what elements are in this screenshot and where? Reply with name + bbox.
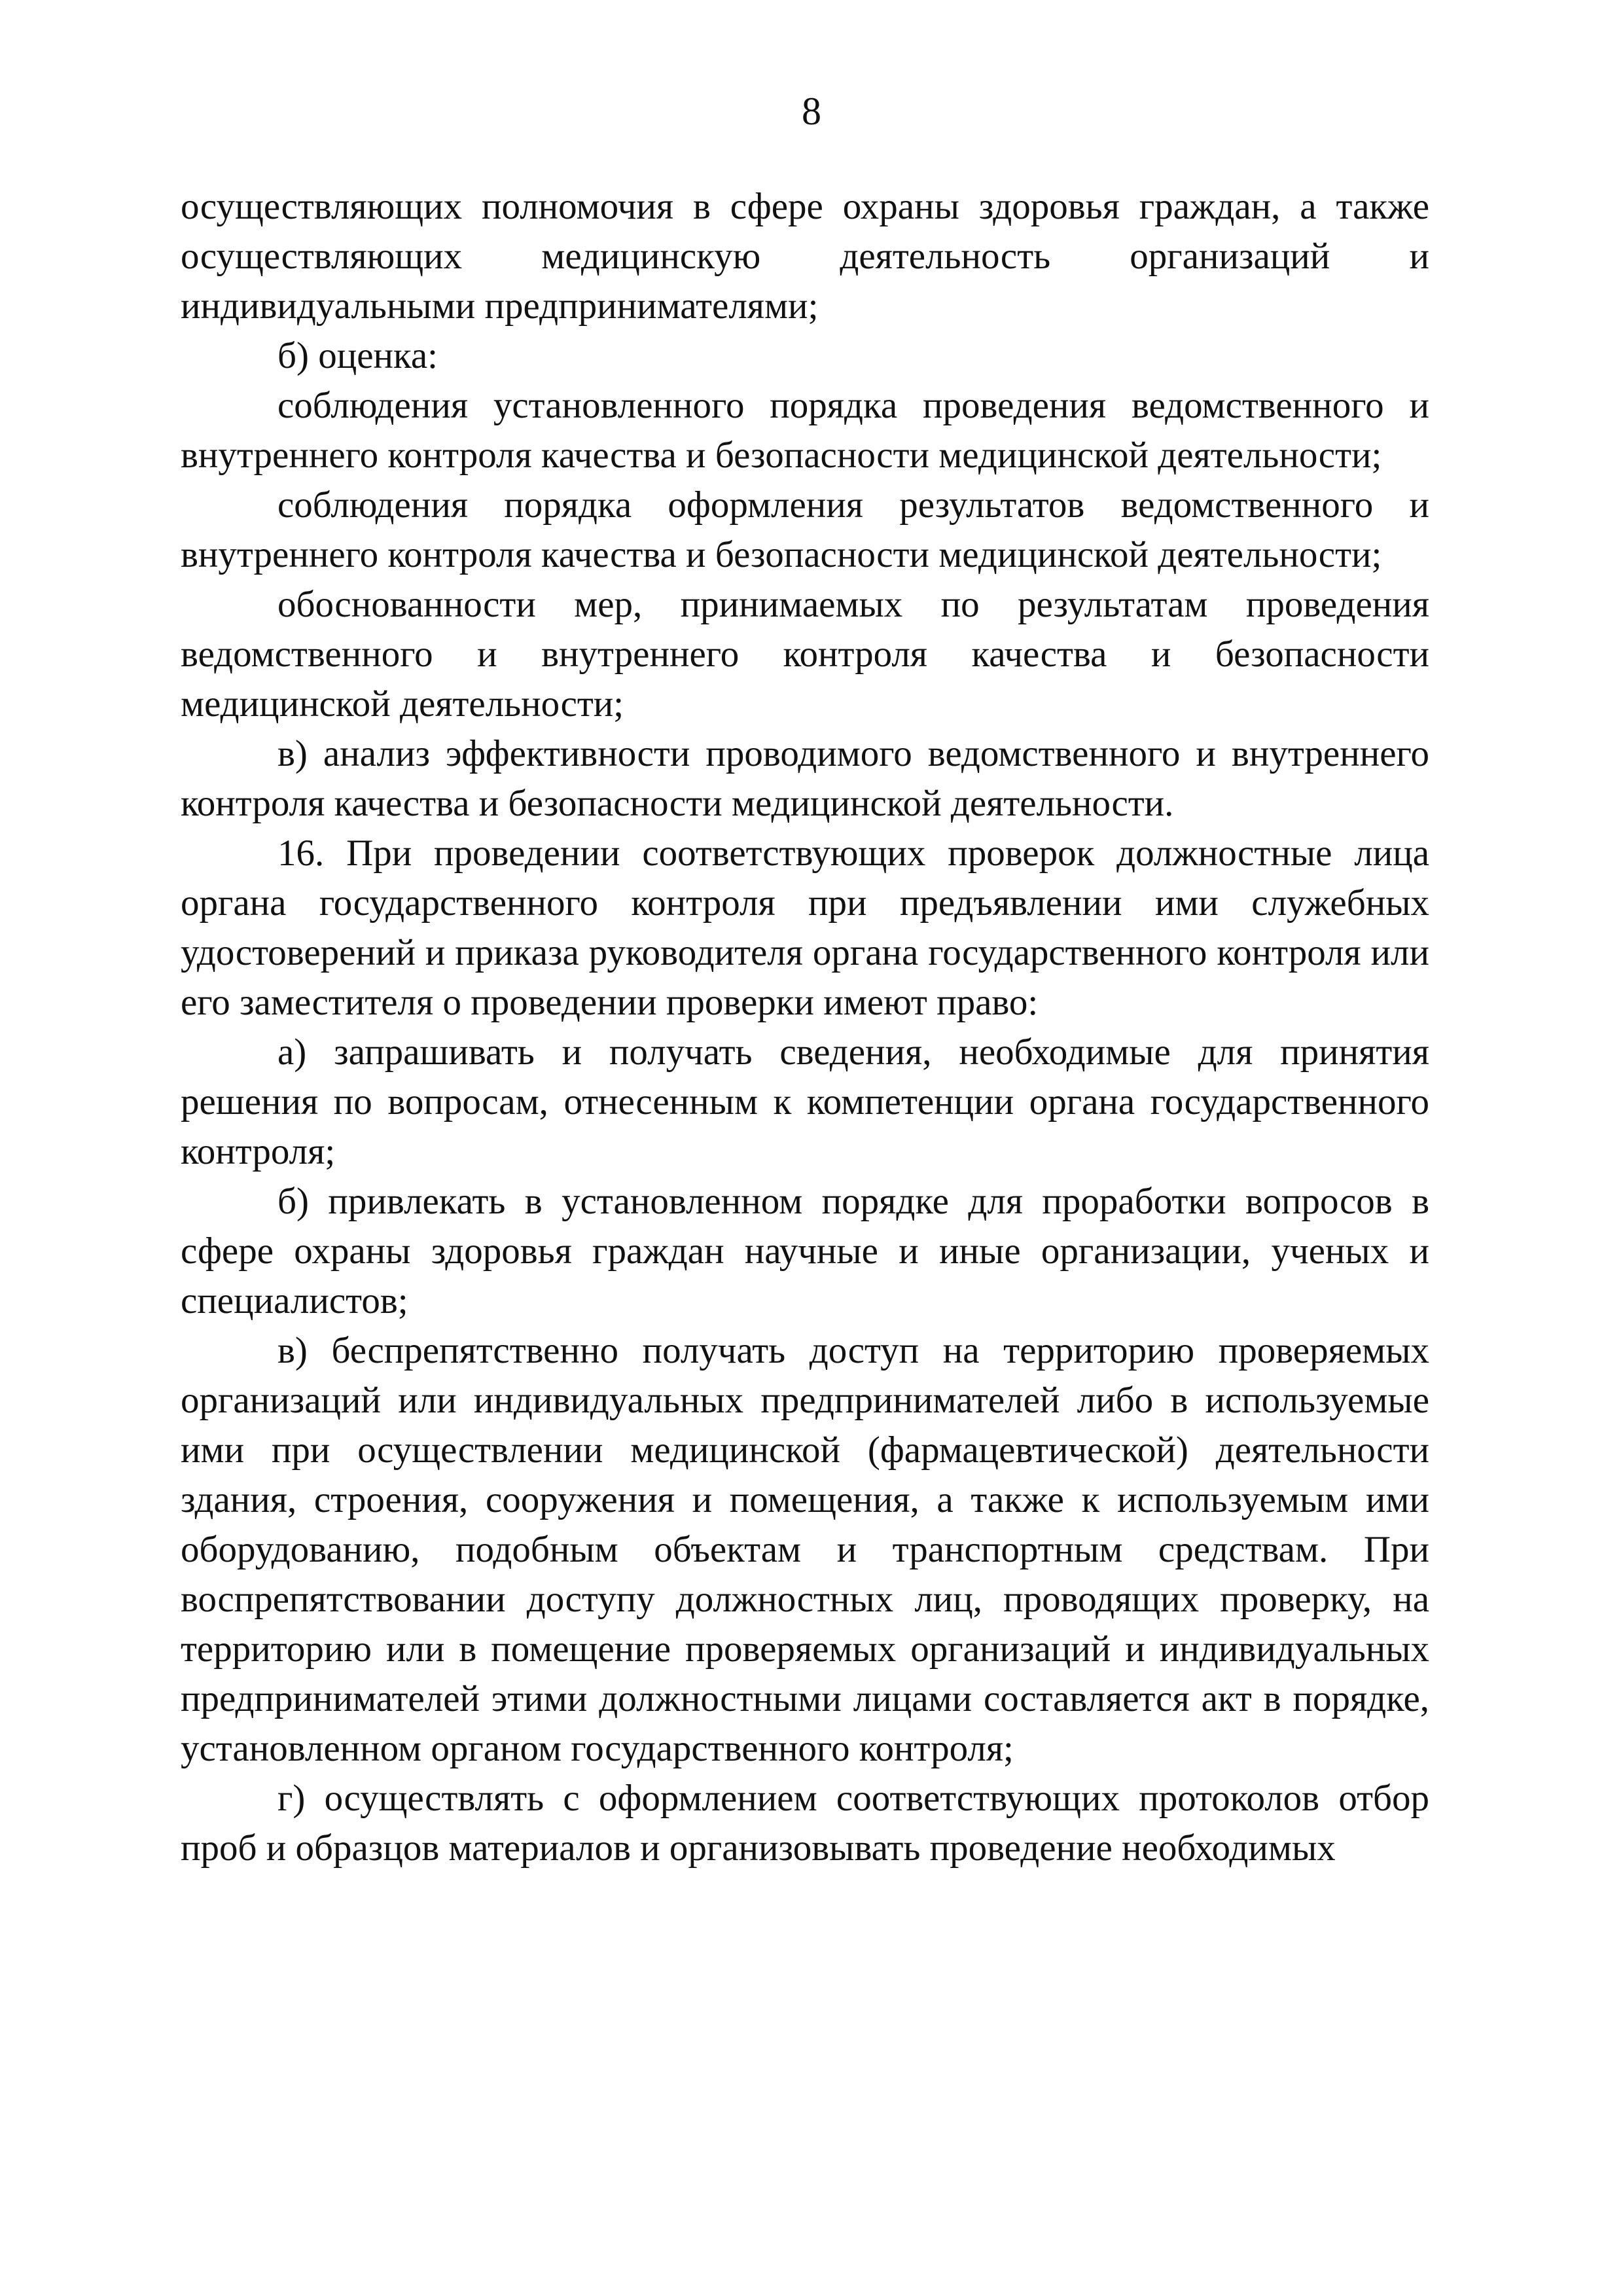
document-body — [181, 182, 1429, 1873]
paragraph-compliance-results: соблюдения порядка оформления результатов ведомственного и внутреннего контроля качества и безопасности медицинской деятельности; — [181, 484, 1429, 575]
paragraph-item-a-request: а) запрашивать и получать сведения, необходимые для принятия решения по вопросам, отнесенным к компетенции органа государственного контроля; — [181, 1031, 1429, 1172]
paragraph-item-b-involve: б) привлекать в установленном порядке для проработки вопросов в сфере охраны здоровья граждан научные и иные организации, ученых и специалистов; — [181, 1181, 1429, 1321]
page-number: 8 — [802, 90, 821, 133]
paragraph-item-b-heading: б) оценка: — [277, 335, 438, 376]
paragraph-item-v-analysis: в) анализ эффективности проводимого ведомственного и внутреннего контроля качества и безопасности медицинской деятельности. — [181, 733, 1429, 824]
paragraph-section-16: 16. При проведении соответствующих проверок должностные лица органа государственного контроля при предъявлении ими служебных удостоверений и приказа руководителя органа государственного контроля или его заместителя о проведении проверки имеют право: — [181, 833, 1429, 1023]
paragraph-compliance-procedure: соблюдения установленного порядка проведения ведомственного и внутреннего контроля качества и безопасности медицинской деятельности; — [181, 385, 1429, 476]
paragraph-measures-validity: обоснованности мер, принимаемых по результатам проведения ведомственного и внутреннего контроля качества и безопасности медицинской деятельности; — [181, 584, 1429, 725]
paragraph-item-v-access: в) беспрепятственно получать доступ на территорию проверяемых организаций или индивидуальных предпринимателей либо в используемые ими при осуществлении медицинской (фармацевтической) деятельности здания, строения, сооружения и помещения, а также к используемым ими оборудованию, подобным объектам и транспортным средствам. При воспрепятствовании доступу должностных лиц, проводящих проверку, на территорию или в помещение проверяемых организаций и индивидуальных предпринимателей этими должностными лицами составляется акт в порядке, установленном органом государственного контроля; — [181, 1330, 1429, 1769]
paragraph-continuation: осуществляющих полномочия в сфере охраны здоровья граждан, а также осуществляющих медицинскую деятельность организаций и индивидуальными предпринимателями; — [181, 186, 1429, 327]
paragraph-item-g-sampling: г) осуществлять с оформлением соответствующих протоколов отбор проб и образцов материалов и организовывать проведение необходимых — [181, 1778, 1429, 1869]
